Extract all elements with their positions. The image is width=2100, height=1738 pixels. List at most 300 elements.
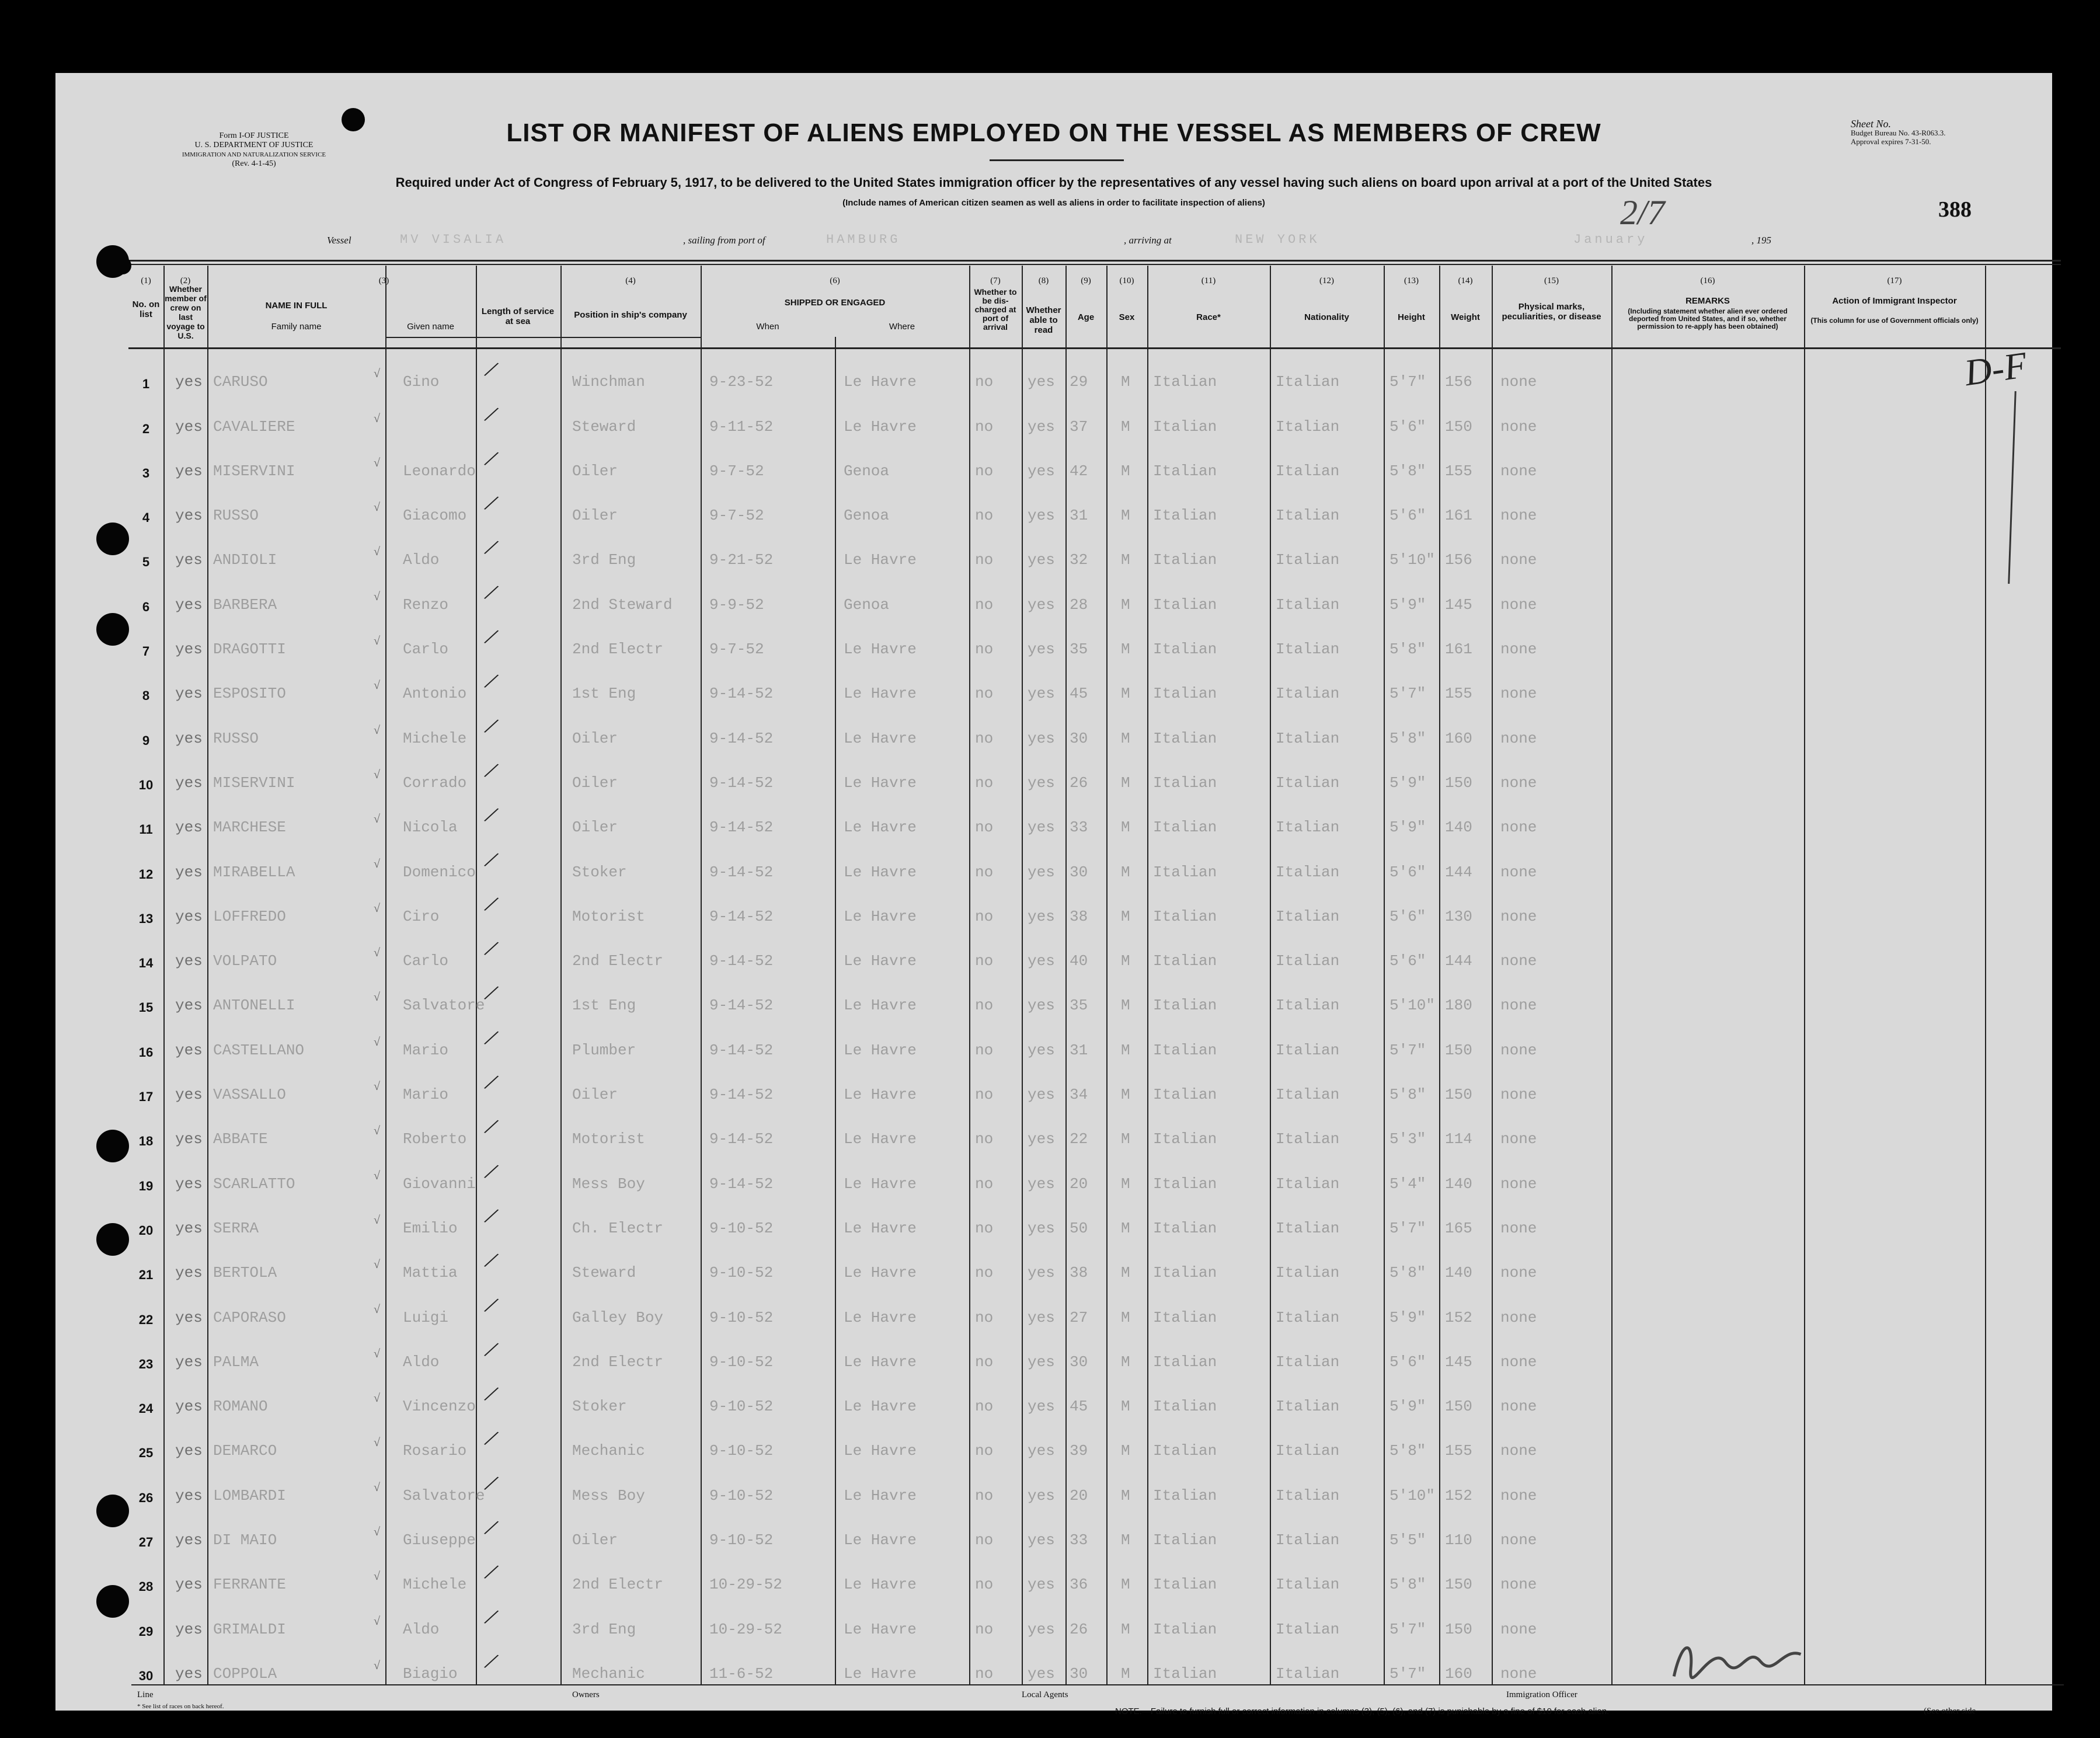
cell-weight: 140 [1445,1264,1472,1282]
cell-marks: none [1500,907,1537,925]
cell-where: Le Havre [844,551,917,569]
cell-race: Italian [1153,907,1217,925]
cell-position: Oiler [572,729,618,747]
cell-position: Mechanic [572,1442,645,1460]
cell-where: Le Havre [844,819,917,837]
cell-read: yes [1028,417,1055,436]
cell-height: 5'9" [1389,595,1426,614]
cell-crew: yes [175,1531,203,1549]
tick-mark: / [483,1202,499,1230]
check-mark: √ [374,1614,380,1628]
cell-disch: no [975,1486,994,1504]
cell-nat: Italian [1276,1620,1340,1638]
cell-crew: yes [175,595,203,614]
cell-nat: Italian [1276,1486,1340,1504]
tick-mark: / [483,667,499,695]
cell-given: Giuseppe [403,1531,476,1549]
table-row [128,1373,2061,1417]
cell-sex: M [1121,551,1130,569]
cell-age: 31 [1070,507,1088,525]
cell-marks: none [1500,1486,1537,1504]
cell-read: yes [1028,1442,1055,1460]
cell-height: 5'4" [1389,1175,1426,1193]
cell-crew: yes [175,1576,203,1594]
tick-mark: / [483,935,499,963]
cell-disch: no [975,863,994,881]
cell-age: 30 [1070,1664,1088,1683]
cell-position: Oiler [572,1086,618,1104]
table-row [128,750,2061,794]
cell-weight: 130 [1445,907,1472,925]
cell-position: 1st Eng [572,685,636,703]
cell-marks: none [1500,1308,1537,1326]
cell-position: Winchman [572,373,645,391]
check-mark: √ [374,635,380,648]
cell-sex: M [1121,952,1130,970]
cell-age: 30 [1070,1353,1088,1371]
cell-disch: no [975,729,994,747]
arriving-value: NEW YORK [1235,232,1320,247]
cell-weight: 150 [1445,1086,1472,1104]
cell-position: Oiler [572,507,618,525]
cell-crew: yes [175,551,203,569]
cell-nat: Italian [1276,685,1340,703]
cell-marks: none [1500,952,1537,970]
cell-given: Ciro [403,907,440,925]
cell-race: Italian [1153,1219,1217,1237]
cell-height: 5'8" [1389,1086,1426,1104]
cell-marks: none [1500,462,1537,480]
cell-read: yes [1028,1264,1055,1282]
table-row [128,349,2061,393]
cell-where: Le Havre [844,1353,917,1371]
cell-crew: yes [175,462,203,480]
row-number: 20 [138,1222,154,1238]
cell-position: 2nd Electr [572,1353,664,1371]
cell-marks: none [1500,640,1537,659]
cell-disch: no [975,1219,994,1237]
cell-weight: 152 [1445,1486,1472,1504]
cell-where: Le Havre [844,417,917,436]
row-number: 7 [142,644,150,659]
cell-height: 5'8" [1389,1442,1426,1460]
tick-mark: / [483,1291,499,1319]
ink-blot [114,257,131,274]
cell-marks: none [1500,1353,1537,1371]
cell-given: Roberto [403,1130,467,1148]
cell-race: Italian [1153,1264,1217,1282]
cell-sex: M [1121,462,1130,480]
cell-given: Vincenzo [403,1398,476,1416]
cell-weight: 155 [1445,462,1472,480]
cell-height: 5'7" [1389,1219,1426,1237]
tick-mark: / [483,890,499,918]
cell-weight: 150 [1445,1398,1472,1416]
cell-when: 9-10-52 [709,1308,774,1326]
cell-when: 9-14-52 [709,907,774,925]
ink-blot [342,108,365,131]
cell-height: 5'6" [1389,507,1426,525]
cell-sex: M [1121,1620,1130,1638]
tick-mark: / [483,445,499,473]
cell-when: 9-10-52 [709,1486,774,1504]
cell-marks: none [1500,863,1537,881]
cell-disch: no [975,819,994,837]
check-mark: √ [374,1436,380,1450]
cell-weight: 160 [1445,1664,1472,1683]
cell-age: 37 [1070,417,1088,436]
cell-position: Steward [572,1264,636,1282]
footer [55,1690,2052,1716]
cell-crew: yes [175,507,203,525]
cell-where: Genoa [844,595,890,614]
cell-when: 11-6-52 [709,1664,774,1683]
header-remarks-note: (Including statement whether alien ever ordered deported from United States, and if so, whether permission to re-apply has been obtained) [1628,307,1788,330]
check-mark: √ [374,1481,380,1494]
cell-family: VOLPATO [213,952,277,970]
cell-position: Plumber [572,1041,636,1059]
cell-given: Emilio [403,1219,458,1237]
cell-disch: no [975,1264,994,1282]
cell-marks: none [1500,1219,1537,1237]
footer-officer-label: Immigration Officer [1506,1690,1577,1699]
colnum-7: (7) [990,276,1001,285]
row-number: 25 [138,1446,154,1461]
cell-given: Carlo [403,640,449,659]
check-mark: √ [374,412,380,425]
cell-family: CAPORASO [213,1308,286,1326]
cell-race: Italian [1153,1442,1217,1460]
cell-disch: no [975,1620,994,1638]
cell-crew: yes [175,685,203,703]
cell-age: 38 [1070,907,1088,925]
cell-when: 9-10-52 [709,1531,774,1549]
cell-nat: Italian [1276,1041,1340,1059]
table-row [128,1106,2061,1150]
cell-sex: M [1121,1353,1130,1371]
cell-weight: 150 [1445,1576,1472,1594]
row-number: 23 [138,1356,154,1371]
cell-height: 5'3" [1389,1130,1426,1148]
cell-where: Le Havre [844,729,917,747]
check-mark: √ [374,1570,380,1583]
cell-sex: M [1121,507,1130,525]
cell-when: 9-9-52 [709,595,764,614]
cell-read: yes [1028,997,1055,1015]
header-action-inspector: Action of Immigrant Inspector [1832,296,1957,306]
cell-read: yes [1028,595,1055,614]
cell-crew: yes [175,774,203,792]
cell-disch: no [975,1086,994,1104]
cell-when: 9-14-52 [709,1175,774,1193]
cell-where: Le Havre [844,1442,917,1460]
cell-read: yes [1028,462,1055,480]
cell-age: 27 [1070,1308,1088,1326]
cell-crew: yes [175,373,203,391]
vessel-line [55,232,2052,252]
cell-family: ABBATE [213,1130,268,1148]
cell-height: 5'7" [1389,685,1426,703]
cell-position: 1st Eng [572,997,636,1015]
cell-disch: no [975,997,994,1015]
vessel-value: MV VISALIA [400,232,507,247]
cell-age: 45 [1070,1398,1088,1416]
cell-weight: 152 [1445,1308,1472,1326]
cell-nat: Italian [1276,1576,1340,1594]
cell-sex: M [1121,1398,1130,1416]
tick-mark: / [483,1336,499,1364]
cell-crew: yes [175,1353,203,1371]
cell-read: yes [1028,1130,1055,1148]
cell-family: VASSALLO [213,1086,286,1104]
cell-weight: 156 [1445,373,1472,391]
row-number: 21 [138,1267,154,1283]
cell-position: Ch. Electr [572,1219,664,1237]
cell-disch: no [975,952,994,970]
budget-bureau: Budget Bureau No. 43-R063.3. [1851,128,1946,137]
sheet-no-label: Sheet No. [1851,118,1891,130]
cell-age: 30 [1070,863,1088,881]
cell-height: 5'10" [1389,1486,1436,1504]
tick-mark: / [483,1024,499,1052]
cell-read: yes [1028,774,1055,792]
check-mark: √ [374,723,380,737]
cell-nat: Italian [1276,1664,1340,1683]
punch-hole [96,613,129,646]
footer-owners-label: Owners [572,1690,600,1699]
cell-sex: M [1121,819,1130,837]
cell-position: 2nd Electr [572,952,664,970]
colnum-16: (16) [1700,276,1715,285]
cell-weight: 140 [1445,1175,1472,1193]
cell-given: Rosario [403,1442,467,1460]
cell-given: Gino [403,373,440,391]
sailing-label: , sailing from port of [683,235,765,246]
handwritten-sheet-number: 2/7 [1620,193,1665,232]
cell-given: Antonio [403,685,467,703]
cell-height: 5'6" [1389,952,1426,970]
row-number: 14 [138,956,154,971]
cell-weight: 160 [1445,729,1472,747]
cell-age: 40 [1070,952,1088,970]
cell-crew: yes [175,1308,203,1326]
header-given-name: Given name [407,322,454,332]
row-number: 4 [142,510,150,525]
cell-position: Stoker [572,1398,627,1416]
header-name-in-full: NAME IN FULL [265,301,328,311]
table-row [128,1462,2061,1507]
cell-crew: yes [175,1398,203,1416]
cell-family: ANTONELLI [213,997,295,1015]
row-number: 30 [138,1668,154,1683]
title-underline [990,159,1124,161]
cell-sex: M [1121,595,1130,614]
row-number: 17 [138,1089,154,1105]
cell-where: Le Havre [844,1576,917,1594]
cell-read: yes [1028,1308,1055,1326]
cell-race: Italian [1153,1353,1217,1371]
cell-disch: no [975,907,994,925]
cell-nat: Italian [1276,462,1340,480]
cell-weight: 155 [1445,1442,1472,1460]
table-row [128,972,2061,1016]
table-row [128,1150,2061,1194]
cell-read: yes [1028,1041,1055,1059]
sheet-info [1851,120,2003,146]
cell-height: 5'6" [1389,907,1426,925]
cell-family: DI MAIO [213,1531,277,1549]
check-mark: √ [374,813,380,826]
cell-crew: yes [175,1486,203,1504]
cell-given: Luigi [403,1308,449,1326]
cell-race: Italian [1153,507,1217,525]
cell-where: Le Havre [844,640,917,659]
inspector-action-mark: D-F [1962,343,2029,394]
cell-race: Italian [1153,417,1217,436]
tick-mark: / [483,1648,499,1676]
check-mark: √ [374,1080,380,1093]
top-rule-2 [128,264,2061,265]
cell-family: GRIMALDI [213,1620,286,1638]
row-number: 12 [138,866,154,882]
tick-mark: / [483,1469,499,1497]
colnum-15: (15) [1544,276,1559,285]
cell-position: Motorist [572,907,645,925]
cell-given: Mario [403,1041,449,1059]
cell-read: yes [1028,952,1055,970]
cell-nat: Italian [1276,417,1340,436]
header-height: Height [1398,312,1425,322]
check-mark: √ [374,1035,380,1049]
cell-marks: none [1500,1442,1537,1460]
table-row [128,1195,2061,1239]
cell-race: Italian [1153,729,1217,747]
cell-race: Italian [1153,1130,1217,1148]
cell-age: 32 [1070,551,1088,569]
cell-age: 35 [1070,640,1088,659]
cell-nat: Italian [1276,1531,1340,1549]
cell-race: Italian [1153,640,1217,659]
page-title: LIST OR MANIFEST OF ALIENS EMPLOYED ON THE VESSEL AS MEMBERS OF CREW [506,119,1601,147]
table-row [128,1551,2061,1596]
cell-given: Corrado [403,774,467,792]
cell-weight: 145 [1445,595,1472,614]
cell-sex: M [1121,729,1130,747]
cell-family: PALMA [213,1353,259,1371]
cell-weight: 150 [1445,417,1472,436]
colnum-12: (12) [1319,276,1334,285]
cell-race: Italian [1153,1175,1217,1193]
cell-when: 9-7-52 [709,462,764,480]
cell-marks: none [1500,417,1537,436]
header-position: Position in ship's company [574,310,687,320]
cell-age: 26 [1070,1620,1088,1638]
cell-given: Carlo [403,952,449,970]
tick-mark: / [483,1246,499,1274]
row-number: 27 [138,1535,154,1550]
cell-height: 5'7" [1389,373,1426,391]
table-row [128,1061,2061,1106]
colnum-14: (14) [1458,276,1473,285]
cell-family: ROMANO [213,1398,268,1416]
cell-when: 9-14-52 [709,1041,774,1059]
arriving-label: , arriving at [1124,235,1172,246]
cell-nat: Italian [1276,1398,1340,1416]
cell-crew: yes [175,640,203,659]
header-weight: Weight [1451,312,1480,322]
cell-family: ANDIOLI [213,551,277,569]
cell-when: 9-7-52 [709,507,764,525]
table-row [128,705,2061,749]
cell-crew: yes [175,863,203,881]
check-mark: √ [374,857,380,870]
cell-height: 5'8" [1389,640,1426,659]
cell-read: yes [1028,1398,1055,1416]
cell-race: Italian [1153,863,1217,881]
row-number: 3 [142,465,150,480]
cell-age: 20 [1070,1486,1088,1504]
cell-race: Italian [1153,685,1217,703]
tick-mark: / [483,400,499,429]
cell-when: 9-11-52 [709,417,774,436]
cell-family: CASTELLANO [213,1041,305,1059]
cell-when: 10-29-52 [709,1620,782,1638]
cell-age: 38 [1070,1264,1088,1282]
cell-read: yes [1028,1219,1055,1237]
cell-age: 50 [1070,1219,1088,1237]
cell-read: yes [1028,1486,1055,1504]
cell-crew: yes [175,1264,203,1282]
cell-given: Aldo [403,1620,440,1638]
cell-where: Le Havre [844,907,917,925]
row-number: 13 [138,911,154,926]
cell-race: Italian [1153,1308,1217,1326]
cell-position: Mess Boy [572,1175,645,1193]
cell-where: Le Havre [844,1264,917,1282]
cell-where: Le Havre [844,1219,917,1237]
cell-race: Italian [1153,819,1217,837]
cell-crew: yes [175,1442,203,1460]
cell-nat: Italian [1276,595,1340,614]
check-mark: √ [374,545,380,559]
tick-mark: / [483,534,499,562]
header-remarks: REMARKS [1685,296,1730,306]
cell-weight: 150 [1445,1620,1472,1638]
subtitle: Required under Act of Congress of February 5, 1917, to be delivered to the United States immigration officer by the representatives of any vessel having such aliens on board upon arrival at a port of the United States [395,175,1712,190]
table-row [128,572,2061,616]
cell-where: Le Havre [844,685,917,703]
cell-given: Mattia [403,1264,458,1282]
check-mark: √ [374,901,380,915]
cell-marks: none [1500,729,1537,747]
cell-race: Italian [1153,1041,1217,1059]
cell-height: 5'7" [1389,1664,1426,1683]
cell-when: 10-29-52 [709,1576,782,1594]
row-number: 9 [142,733,150,748]
cell-disch: no [975,462,994,480]
cell-weight: 161 [1445,640,1472,659]
punch-hole [96,523,129,555]
cell-read: yes [1028,373,1055,391]
cell-nat: Italian [1276,1175,1340,1193]
cell-age: 29 [1070,373,1088,391]
cell-disch: no [975,373,994,391]
cell-when: 9-21-52 [709,551,774,569]
tick-mark: / [483,801,499,829]
table-row [128,1329,2061,1373]
cell-height: 5'9" [1389,1308,1426,1326]
cell-given: Salvatore [403,997,485,1015]
